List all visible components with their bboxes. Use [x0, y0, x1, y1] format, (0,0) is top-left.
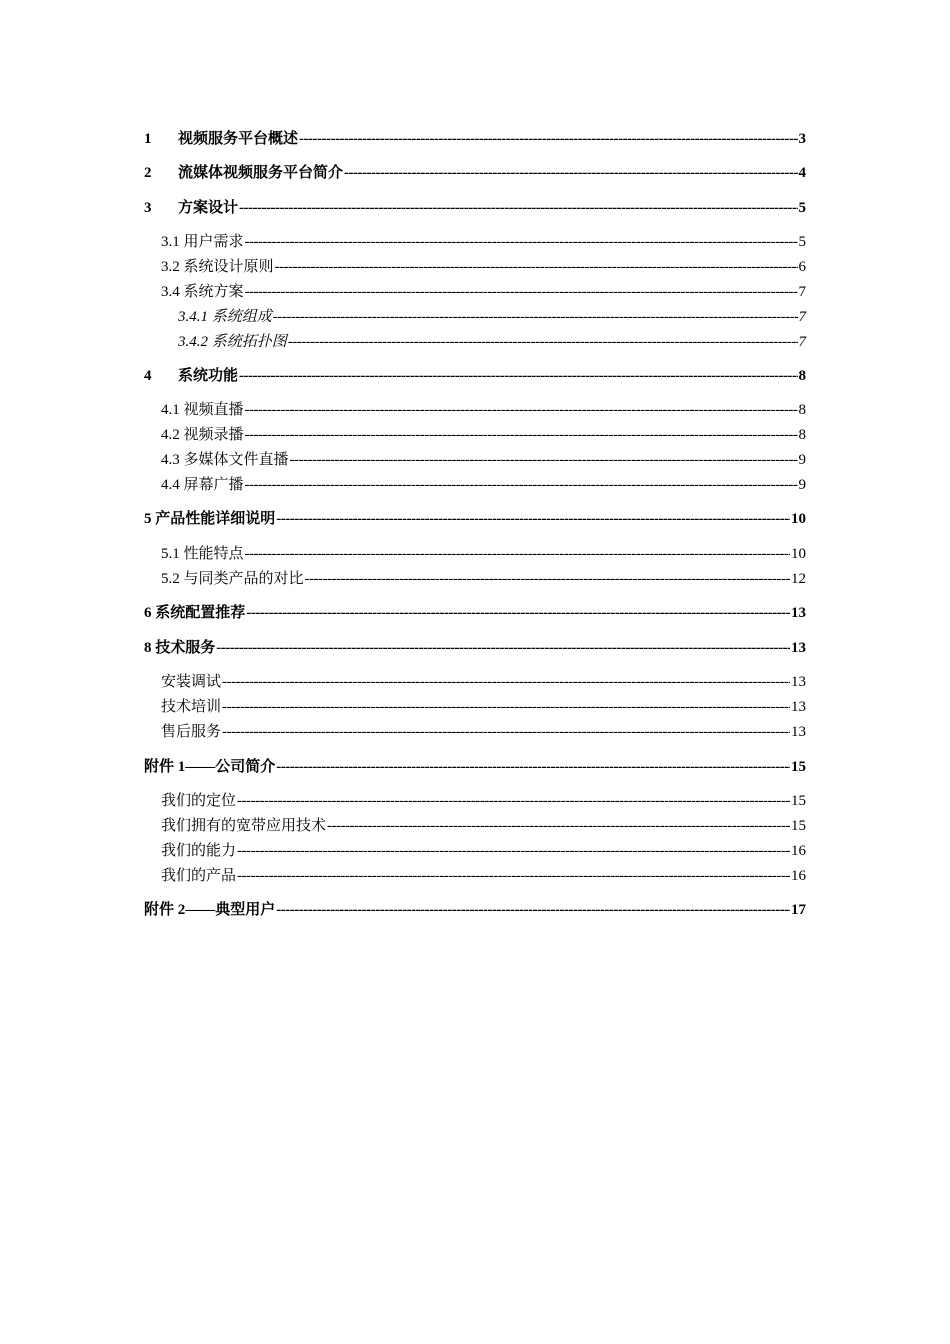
toc-entry-text: 方案设计: [178, 200, 239, 216]
toc-leader-dashes: [245, 475, 798, 495]
toc-entry-page-number: 7: [798, 334, 806, 350]
toc-entry-page-number: 6: [798, 259, 806, 275]
toc-entry-number: 2: [144, 165, 152, 181]
toc-entry-page-number: 15: [791, 759, 806, 775]
toc-entry-title: [144, 757, 791, 777]
toc-entry-title: [161, 282, 799, 302]
toc-entry-page-number: 13: [791, 674, 806, 690]
toc-entry-page-number: 15: [791, 793, 806, 809]
toc-entry-text: 8 技术服务: [144, 640, 216, 656]
toc-entry-page-number: 12: [791, 571, 806, 587]
toc-entry-text: 附件 2——典型用户: [144, 902, 276, 918]
toc-entry-title: [161, 697, 791, 717]
toc-entry-title: [161, 400, 799, 420]
toc-entry[interactable]: [178, 305, 806, 327]
toc-entry-title: [161, 569, 791, 589]
toc-entry-page-number: 7: [798, 309, 806, 325]
toc-entry-page-number: 5: [798, 200, 806, 216]
toc-entry[interactable]: [161, 542, 806, 564]
toc-entry-title: [161, 425, 799, 445]
toc-entry[interactable]: [144, 636, 806, 658]
toc-leader-dashes: [245, 282, 798, 302]
toc-entry-title: [161, 841, 791, 861]
toc-entry-title: [161, 475, 799, 495]
toc-entry-text: 3.1 用户需求: [161, 234, 244, 250]
toc-entry-page-number: 4: [798, 165, 806, 181]
toc-entry-text: 安装调试: [161, 674, 222, 690]
toc-entry-page-number: 16: [791, 868, 806, 884]
toc-entry-title: [161, 450, 799, 470]
toc-entry[interactable]: [161, 839, 806, 861]
toc-entry-page-number: 10: [791, 546, 806, 562]
toc-entry-text: 附件 1——公司简介: [144, 759, 276, 775]
toc-entry-text: 3.4.1 系统组成: [178, 309, 272, 325]
toc-leader-dashes: [276, 757, 790, 777]
toc-entry[interactable]: [144, 127, 806, 149]
toc-leader-dashes: [344, 163, 797, 183]
toc-entry[interactable]: [144, 196, 806, 218]
toc-entry[interactable]: [161, 230, 806, 252]
toc-entry-title: [144, 366, 799, 386]
toc-leader-dashes: [222, 697, 790, 717]
toc-entry[interactable]: [161, 720, 806, 742]
toc-entry-title: [144, 638, 791, 658]
toc-leader-dashes: [305, 569, 790, 589]
toc-leader-dashes: [246, 603, 790, 623]
toc-entry[interactable]: [144, 364, 806, 386]
toc-leader-dashes: [245, 425, 798, 445]
toc-entry-page-number: 7: [798, 284, 806, 300]
toc-entry-text: 视频服务平台概述: [178, 131, 299, 147]
toc-leader-dashes: [327, 816, 790, 836]
toc-entry-text: 我们的定位: [161, 793, 237, 809]
toc-entry-title: [178, 332, 799, 352]
toc-entry-page-number: 13: [791, 605, 806, 621]
toc-entry-page-number: 13: [791, 699, 806, 715]
toc-entry[interactable]: [144, 601, 806, 623]
toc-entry-title: [161, 544, 791, 564]
toc-entry-text: 4.3 多媒体文件直播: [161, 452, 289, 468]
toc-entry-title: [144, 603, 791, 623]
toc-entry-page-number: 16: [791, 843, 806, 859]
toc-entry-title: [161, 816, 791, 836]
toc-entry[interactable]: [161, 670, 806, 692]
toc-leader-dashes: [237, 841, 790, 861]
toc-entry-text: 3.4 系统方案: [161, 284, 244, 300]
toc-leader-dashes: [222, 722, 790, 742]
toc-entry-number: 4: [144, 368, 152, 384]
toc-leader-dashes: [273, 307, 798, 327]
toc-entry[interactable]: [161, 567, 806, 589]
toc-entry-page-number: 15: [791, 818, 806, 834]
toc-leader-dashes: [276, 509, 790, 529]
toc-entry-text: 5.1 性能特点: [161, 546, 244, 562]
toc-entry-text: 5 产品性能详细说明: [144, 511, 276, 527]
toc-entry[interactable]: [161, 398, 806, 420]
toc-entry[interactable]: [161, 695, 806, 717]
toc-entry[interactable]: [144, 898, 806, 920]
toc-entry-page-number: 8: [798, 427, 806, 443]
toc-entry-page-number: 5: [798, 234, 806, 250]
toc-entry-page-number: 13: [791, 724, 806, 740]
toc-entry-page-number: 8: [798, 402, 806, 418]
toc-entry-text: 我们的能力: [161, 843, 237, 859]
toc-entry[interactable]: [144, 161, 806, 183]
toc-entry-text: 我们的产品: [161, 868, 237, 884]
toc-entry-title: [161, 791, 791, 811]
toc-entry-page-number: 17: [791, 902, 806, 918]
toc-entry-text: 技术培训: [161, 699, 222, 715]
toc-entry-text: 系统功能: [178, 368, 239, 384]
toc-entry-text: 6 系统配置推荐: [144, 605, 246, 621]
toc-leader-dashes: [237, 791, 790, 811]
toc-entry[interactable]: [161, 280, 806, 302]
toc-entry[interactable]: [144, 507, 806, 529]
toc-leader-dashes: [239, 198, 797, 218]
toc-entry[interactable]: [161, 255, 806, 277]
toc-entry-page-number: 8: [798, 368, 806, 384]
toc-entry-text: 3.2 系统设计原则: [161, 259, 274, 275]
toc-entry[interactable]: [161, 423, 806, 445]
toc-entry-text: 4.2 视频录播: [161, 427, 244, 443]
toc-entry-text: 5.2 与同类产品的对比: [161, 571, 304, 587]
toc-leader-dashes: [245, 400, 798, 420]
toc-entry[interactable]: [161, 789, 806, 811]
toc-entry-number: 3: [144, 200, 152, 216]
toc-entry[interactable]: [144, 755, 806, 777]
toc-entry-title: [161, 232, 799, 252]
toc-entry-page-number: 9: [798, 452, 806, 468]
toc-entry-title: [144, 129, 799, 149]
toc-entry[interactable]: [178, 330, 806, 352]
toc-entry-title: [161, 672, 791, 692]
toc-entry-number: 1: [144, 131, 152, 147]
toc-entry-title: [161, 866, 791, 886]
toc-leader-dashes: [275, 257, 798, 277]
toc-entry-page-number: 9: [798, 477, 806, 493]
toc-entry-text: 4.4 屏幕广播: [161, 477, 244, 493]
toc-entry-title: [178, 307, 799, 327]
toc-entry[interactable]: [161, 448, 806, 470]
toc-leader-dashes: [222, 672, 790, 692]
toc-entry-page-number: 10: [791, 511, 806, 527]
toc-entry-text: 4.1 视频直播: [161, 402, 244, 418]
toc-entry[interactable]: [161, 864, 806, 886]
toc-entry-page-number: 3: [798, 131, 806, 147]
toc-leader-dashes: [245, 232, 798, 252]
toc-entry-title: [144, 163, 799, 183]
toc-entry-page-number: 13: [791, 640, 806, 656]
toc-entry-text: 我们拥有的宽带应用技术: [161, 818, 327, 834]
toc-leader-dashes: [290, 450, 798, 470]
toc-entry-text: 流媒体视频服务平台简介: [178, 165, 344, 181]
toc-leader-dashes: [216, 638, 790, 658]
toc-leader-dashes: [245, 544, 790, 564]
toc-entry-title: [144, 900, 791, 920]
toc-leader-dashes: [299, 129, 797, 149]
toc-entry[interactable]: [161, 473, 806, 495]
toc-entry-title: [144, 509, 791, 529]
toc-entry-title: [161, 722, 791, 742]
toc-leader-dashes: [237, 866, 790, 886]
toc-entry-title: [161, 257, 799, 277]
toc-leader-dashes: [276, 900, 790, 920]
toc-leader-dashes: [288, 332, 798, 352]
toc-leader-dashes: [239, 366, 797, 386]
toc-entry-title: [144, 198, 799, 218]
toc-entry-text: 售后服务: [161, 724, 222, 740]
toc-entry[interactable]: [161, 814, 806, 836]
toc-entry-text: 3.4.2 系统拓扑图: [178, 334, 287, 350]
